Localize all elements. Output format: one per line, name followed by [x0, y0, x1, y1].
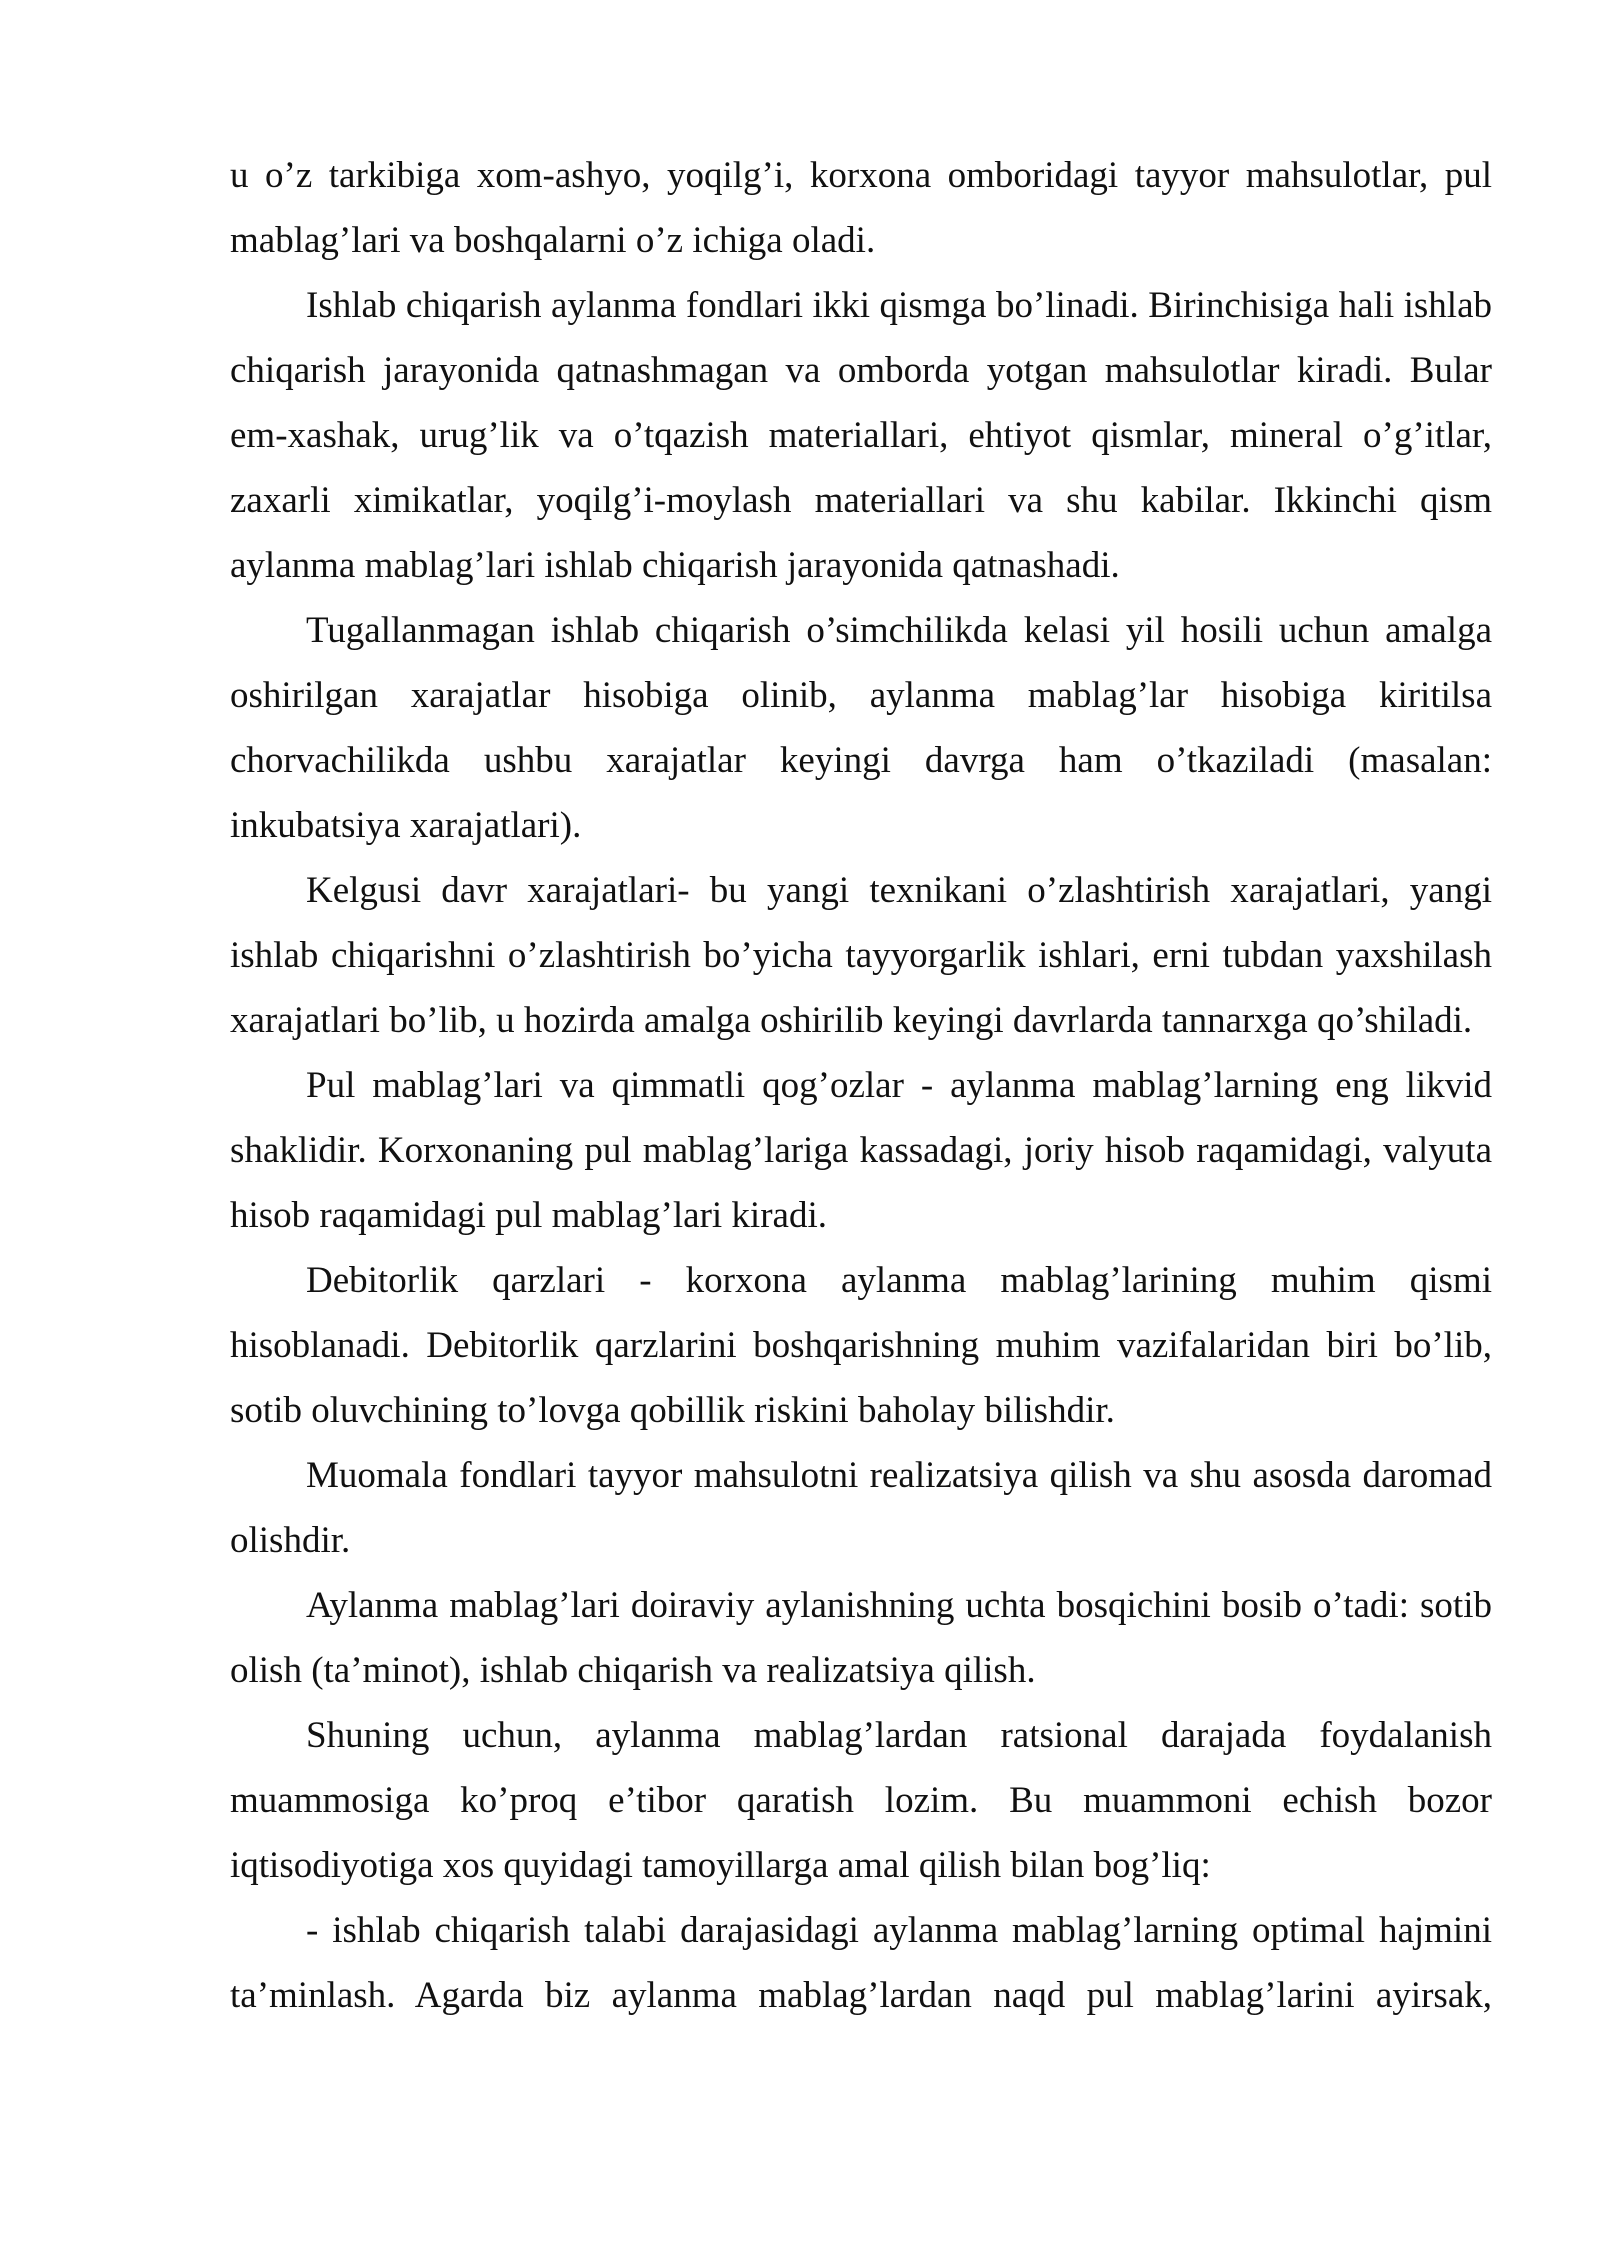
paragraph-rational-use: Shuning uchun, aylanma mablag’lardan ratsional darajada foydalanish muammosiga ko’proq e’tibor qaratish lozim. Bu muammoni echish bozor iqtisodiyotiga xos quyidagi tamoyillarga amal qilish bilan bog’liq: [230, 1715, 1492, 1886]
paragraph-future-expenses: Kelgusi davr xarajatlari- bu yangi texnikani o’zlashtirish xarajatlari, yangi ishlab chiqarishni o’zlashtirish bo’yicha tayyorgarlik ishlari, erni tubdan yaxshilash xarajatlari bo’lib, u hozirda amalga oshirilib keyingi davrlarda tannarxga qo’shiladi. [230, 870, 1492, 1041]
paragraph-circulation-funds: Muomala fondlari tayyor mahsulotni realizatsiya qilish va shu asosda daromad olishdir. [230, 1455, 1492, 1561]
document-page [230, 143, 1492, 2028]
paragraph-cash-securities: Pul mablag’lari va qimmatli qog’ozlar - aylanma mablag’larning eng likvid shaklidir. Korxonaning pul mablag’lariga kassadagi, joriy hisob raqamidagi, valyuta hisob raqamidagi pul mablag’lari kiradi. [230, 1065, 1492, 1236]
paragraph-receivables: Debitorlik qarzlari - korxona aylanma mablag’larining muhim qismi hisoblanadi. Debitorlik qarzlarini boshqarishning muhim vazifalaridan biri bo’lib, sotib oluvchining to’lovga qobillik riskini baholay bilishdir. [230, 1260, 1492, 1431]
paragraph-unfinished-production: Tugallanmagan ishlab chiqarish o’simchilikda kelasi yil hosili uchun amalga oshirilgan xarajatlar hisobiga olinib, aylanma mablag’lar hisobiga kiritilsa chorvachilikda ushbu xarajatlar keyingi davrga ham o’tkaziladi (masalan: inkubatsiya xarajatlari). [230, 610, 1492, 846]
paragraph-circulation-stages: Aylanma mablag’lari doiraviy aylanishning uchta bosqichini bosib o’tadi: sotib olish (ta’minot), ishlab chiqarish va realizatsiya qilish. [230, 1585, 1492, 1691]
paragraph-optimal-volume: - ishlab chiqarish talabi darajasidagi aylanma mablag’larning optimal hajmini ta’minlash. Agarda biz aylanma mablag’lardan naqd pul mablag’larini ayirsak, [230, 1910, 1492, 2016]
paragraph-production-funds: Ishlab chiqarish aylanma fondlari ikki qismga bo’linadi. Birinchisiga hali ishlab chiqarish jarayonida qatnashmagan va omborda yotgan mahsulotlar kiradi. Bular em-xashak, urug’lik va o’tqazish materiallari, ehtiyot qismlar, mineral o’g’itlar, zaxarli ximikatlar, yoqilg’i-moylash materiallari va shu kabilar. Ikkinchi qism aylanma mablag’lari ishlab chiqarish jarayonida qatnashadi. [230, 285, 1492, 586]
paragraph-continuation: u o’z tarkibiga xom-ashyo, yoqilg’i, korxona omboridagi tayyor mahsulotlar, pul mablag’lari va boshqalarni o’z ichiga oladi. [230, 155, 1492, 261]
